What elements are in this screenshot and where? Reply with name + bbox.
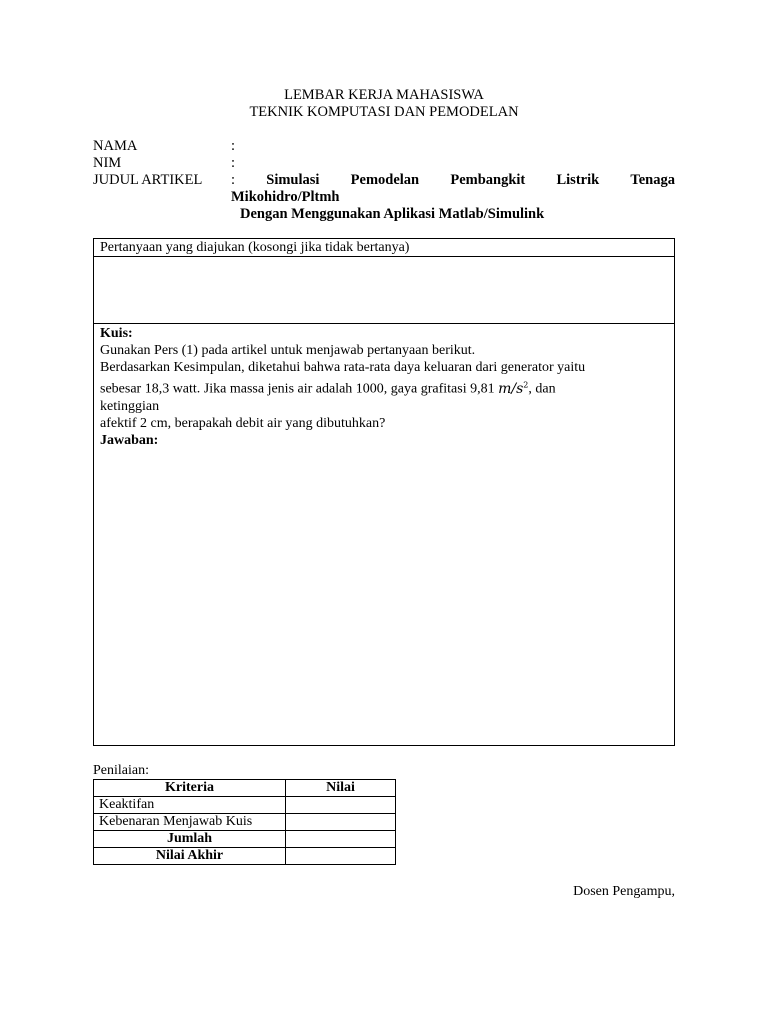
judul-word: Simulasi	[266, 172, 320, 188]
nilai-akhir-cell: Nilai Akhir	[94, 848, 286, 865]
nilai-cell[interactable]	[286, 797, 396, 814]
jawaban-label: Jawaban:	[100, 432, 159, 448]
nama-colon: :	[231, 138, 236, 154]
jumlah-cell: Jumlah	[94, 831, 286, 848]
kuis-section	[100, 325, 660, 449]
gravity-unit	[498, 381, 528, 397]
kriteria-cell: Keaktifan	[94, 797, 286, 814]
kriteria-cell: Kebenaran Menjawab Kuis	[94, 814, 286, 831]
signature-label: Dosen Pengampu,	[573, 884, 675, 899]
judul-line-3: Dengan Menggunakan Aplikasi Matlab/Simulink	[240, 206, 545, 222]
kuis-line-3-text: sebesar 18,3 watt. Jika massa jenis air adalah 1000, gaya grafitasi 9,81	[100, 381, 499, 397]
col-kriteria: Kriteria	[94, 780, 286, 797]
title-line-1: LEMBAR KERJA MAHASISWA	[284, 87, 484, 103]
question-input-area[interactable]	[94, 257, 674, 324]
kuis-line-3	[100, 376, 660, 398]
assessment-table	[93, 779, 396, 865]
question-box	[93, 238, 675, 746]
unit-sup: 2	[523, 380, 529, 389]
table-row	[94, 814, 396, 831]
kuis-label: Kuis:	[100, 326, 133, 341]
question-header: Pertanyaan yang diajukan (kosongi jika tidak bertanya)	[94, 239, 674, 257]
table-header-row	[94, 780, 396, 797]
unit-text: m/s	[498, 380, 524, 397]
judul-word: Listrik	[556, 172, 600, 188]
title-line-2: TEKNIK KOMPUTASI DAN PEMODELAN	[249, 104, 519, 120]
nilai-akhir-value-cell[interactable]	[286, 848, 396, 865]
judul-word: Pemodelan	[350, 172, 420, 188]
table-row	[94, 848, 396, 865]
col-nilai: Nilai	[286, 780, 396, 797]
kuis-line-5: afektif 2 cm, berapakah debit air yang dibutuhkan?	[100, 415, 386, 431]
kuis-line-4: ketinggian	[100, 398, 160, 414]
penilaian-label: Penilaian:	[93, 763, 149, 778]
judul-line-1	[231, 172, 675, 189]
nim-label: NIM	[93, 155, 122, 171]
nilai-cell[interactable]	[286, 814, 396, 831]
judul-word: Pembangkit	[450, 172, 526, 188]
nim-colon: :	[231, 155, 236, 171]
judul-label: JUDUL ARTIKEL	[93, 172, 203, 188]
jumlah-value-cell[interactable]	[286, 831, 396, 848]
judul-word: Tenaga	[630, 172, 675, 188]
nama-label: NAMA	[93, 138, 138, 154]
table-row	[94, 797, 396, 814]
kuis-line-2: Berdasarkan Kesimpulan, diketahui bahwa rata-rata daya keluaran dari generator yaitu	[100, 360, 586, 375]
judul-colon: :	[231, 172, 236, 188]
table-row	[94, 831, 396, 848]
judul-line-2: Mikohidro/Pltmh	[231, 189, 340, 205]
kuis-line-1: Gunakan Pers (1) pada artikel untuk menjawab pertanyaan berikut.	[100, 343, 476, 358]
kuis-line-3-end: , dan	[528, 381, 556, 397]
